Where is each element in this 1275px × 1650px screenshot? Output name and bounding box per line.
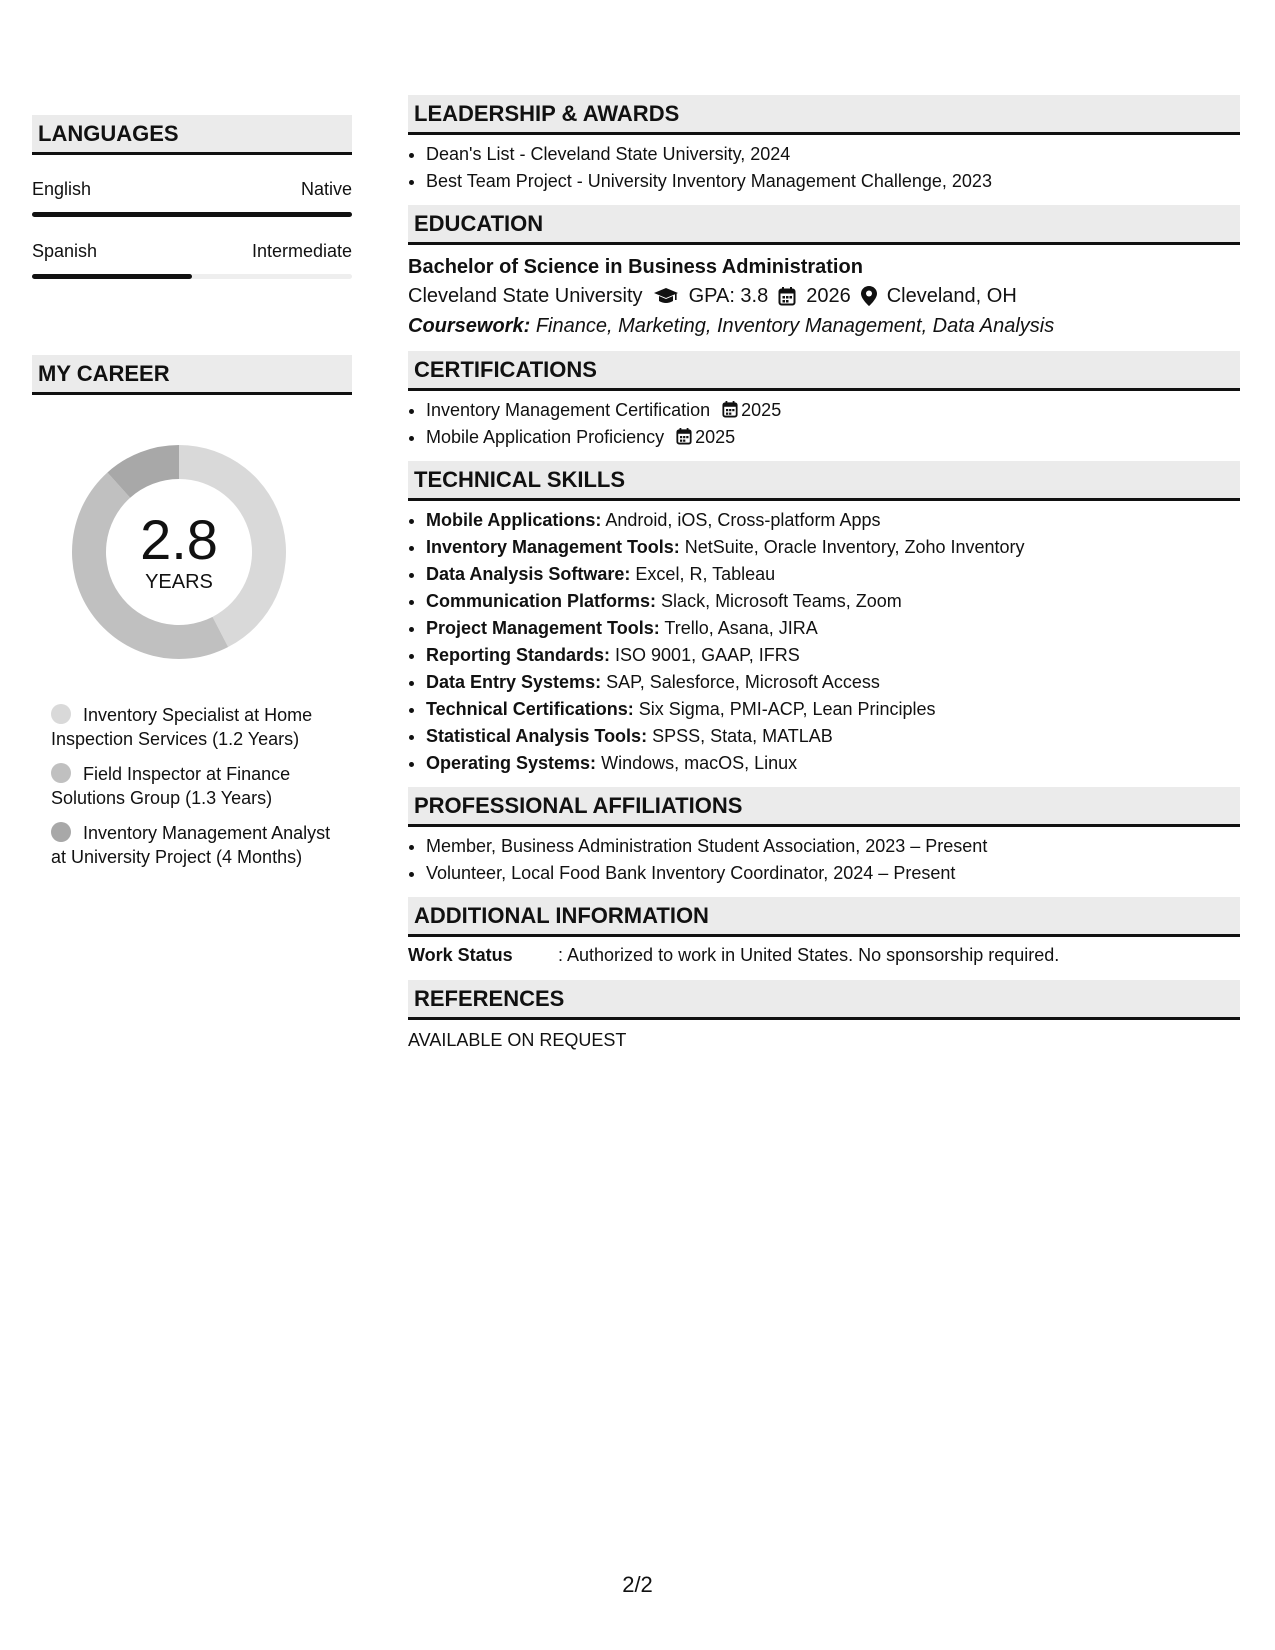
additional-info-section — [408, 897, 1240, 966]
language-name: Spanish — [32, 241, 98, 261]
skill-value: Slack, Microsoft Teams, Zoom — [661, 591, 902, 611]
skill-item — [426, 615, 1240, 642]
school-name: Cleveland State University — [408, 285, 643, 307]
affiliations-heading: PROFESSIONAL AFFILIATIONS — [408, 787, 1240, 827]
coursework-list: Finance, Marketing, Inventory Management, Data Analysis — [535, 315, 1055, 337]
certifications-section — [408, 351, 1240, 451]
language-item — [32, 241, 352, 279]
skills-section — [408, 461, 1240, 777]
language-bar — [32, 212, 352, 217]
skill-value: Excel, R, Tableau — [635, 564, 776, 584]
right-column — [408, 95, 1240, 1061]
references-section — [408, 980, 1240, 1051]
left-column — [32, 115, 352, 880]
skill-item — [426, 588, 1240, 615]
skill-item — [426, 642, 1240, 669]
skill-item — [426, 669, 1240, 696]
skill-value: SAP, Salesforce, Microsoft Access — [606, 672, 880, 692]
skill-label: Reporting Standards: — [426, 645, 611, 665]
language-name: English — [32, 179, 92, 199]
career-legend — [51, 703, 341, 869]
education-heading: EDUCATION — [408, 205, 1240, 245]
career-total-unit: YEARS — [145, 570, 213, 593]
skill-item — [426, 534, 1240, 561]
map-pin-icon — [861, 286, 877, 306]
skill-label: Inventory Management Tools: — [426, 537, 680, 557]
language-bar-fill — [32, 274, 192, 279]
education-section — [408, 205, 1240, 341]
language-item — [32, 179, 352, 217]
career-total-value: 2.8 — [140, 507, 218, 571]
page-number: 2/2 — [622, 1572, 653, 1597]
work-status-label: Work Status — [408, 945, 513, 965]
legend-dot-icon — [51, 704, 71, 724]
references-heading: REFERENCES — [408, 980, 1240, 1020]
skill-label: Data Entry Systems: — [426, 672, 602, 692]
skill-value: Trello, Asana, JIRA — [664, 618, 818, 638]
leadership-heading: LEADERSHIP & AWARDS — [408, 95, 1240, 135]
additional-info-heading: ADDITIONAL INFORMATION — [408, 897, 1240, 937]
skill-label: Operating Systems: — [426, 753, 597, 773]
career-heading: MY CAREER — [32, 355, 352, 395]
calendar-icon — [676, 427, 692, 445]
skill-item — [426, 750, 1240, 777]
certification-name: Mobile Application Proficiency — [426, 427, 665, 447]
language-level: Native — [300, 179, 352, 199]
skill-label: Mobile Applications: — [426, 510, 602, 530]
skill-label: Communication Platforms: — [426, 591, 657, 611]
skill-value: NetSuite, Oracle Inventory, Zoho Inventory — [684, 537, 1025, 557]
school-location: Cleveland, OH — [886, 285, 1017, 307]
languages-heading: LANGUAGES — [32, 115, 352, 155]
skill-label: Project Management Tools: — [426, 618, 660, 638]
skill-item — [426, 561, 1240, 588]
certification-year: 2025 — [741, 400, 782, 420]
education-details — [408, 281, 1240, 311]
skill-value: Six Sigma, PMI-ACP, Lean Principles — [638, 699, 936, 719]
affiliations-section — [408, 787, 1240, 887]
skill-value: Android, iOS, Cross-platform Apps — [605, 510, 881, 530]
leadership-section — [408, 95, 1240, 195]
language-bar — [32, 274, 352, 279]
work-status-value: : Authorized to work in United States. No sponsorship required. — [558, 945, 1060, 965]
language-bar-fill — [32, 212, 352, 217]
skill-value: Windows, macOS, Linux — [601, 753, 798, 773]
career-donut-chart — [64, 437, 294, 667]
list-item: • Dean's List - Cleveland State University, 2024 — [426, 141, 1240, 168]
career-legend-item — [51, 762, 341, 810]
career-legend-label: Field Inspector at Finance Solutions Group (1.3 Years) — [51, 764, 291, 808]
gpa-value: GPA: 3.8 — [688, 285, 769, 307]
career-legend-label: Inventory Specialist at Home Inspection Services (1.2 Years) — [51, 705, 313, 749]
legend-dot-icon — [51, 822, 71, 842]
language-level: Intermediate — [251, 241, 352, 261]
skill-label: Data Analysis Software: — [426, 564, 631, 584]
career-legend-item — [51, 703, 341, 751]
skills-heading: TECHNICAL SKILLS — [408, 461, 1240, 501]
list-item: • Best Team Project - University Inventory Management Challenge, 2023 — [426, 168, 1240, 195]
skill-item — [426, 723, 1240, 750]
certification-year: 2025 — [695, 427, 736, 447]
list-item: • Member, Business Administration Student Association, 2023 – Present — [426, 833, 1240, 860]
calendar-icon — [722, 400, 738, 418]
skill-value: SPSS, Stata, MATLAB — [652, 726, 833, 746]
coursework-label: Coursework: — [408, 315, 531, 337]
references-text: AVAILABLE ON REQUEST — [408, 1030, 627, 1050]
legend-dot-icon — [51, 763, 71, 783]
list-item — [426, 397, 1240, 424]
list-item — [426, 424, 1240, 451]
certifications-heading: CERTIFICATIONS — [408, 351, 1240, 391]
skill-label: Statistical Analysis Tools: — [426, 726, 648, 746]
skill-item — [426, 696, 1240, 723]
skill-value: ISO 9001, GAAP, IFRS — [615, 645, 800, 665]
career-legend-label: Inventory Management Analyst at University Project (4 Months) — [51, 823, 331, 867]
calendar-icon — [778, 286, 796, 306]
skill-item — [426, 507, 1240, 534]
list-item: • Volunteer, Local Food Bank Inventory Coordinator, 2024 – Present — [426, 860, 1240, 887]
career-legend-item — [51, 821, 341, 869]
skill-label: Technical Certifications: — [426, 699, 634, 719]
certification-name: Inventory Management Certification — [426, 400, 711, 420]
degree-title: Bachelor of Science in Business Administration — [408, 256, 863, 278]
coursework — [408, 311, 1240, 341]
graduation-year: 2026 — [806, 285, 851, 307]
graduation-cap-icon — [653, 287, 679, 305]
